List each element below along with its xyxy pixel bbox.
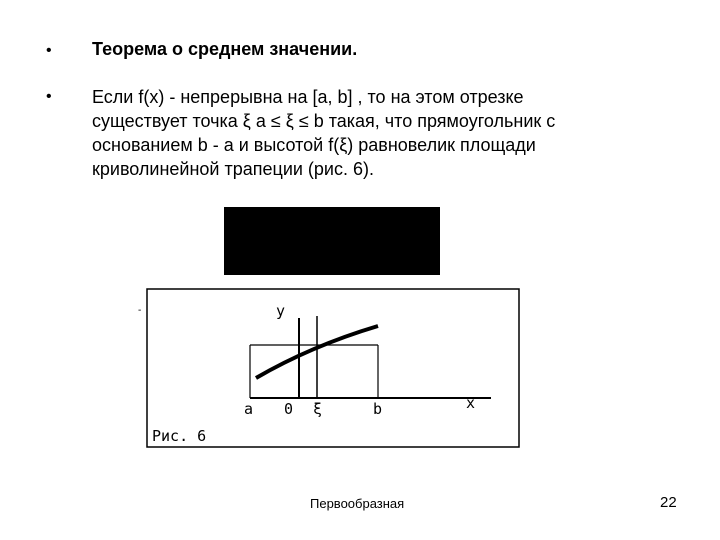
figure-mean-value	[146, 288, 520, 448]
bullet-1: •	[46, 42, 52, 59]
paragraph-line-1: Если f(x) - непрерывна на [a, b] , то на этом отрезке	[92, 87, 524, 107]
label-b: b	[373, 400, 383, 418]
footer-title: Первообразная	[310, 496, 405, 511]
bullet-2: •	[46, 88, 52, 105]
page-number: 22	[660, 494, 677, 511]
figure-caption: Рис. 6	[152, 427, 207, 445]
x-axis-label: x	[466, 394, 476, 412]
black-image-placeholder	[224, 207, 440, 275]
label-zero: 0	[284, 400, 294, 418]
slide-heading: Теорема о среднем значении.	[92, 39, 358, 59]
label-a: a	[244, 400, 254, 418]
paragraph-line-2: существует точка ξ a ≤ ξ ≤ b такая, что прямоугольник с	[92, 111, 556, 131]
theorem-paragraph	[92, 85, 652, 181]
label-xi: ξ	[313, 400, 323, 418]
stray-mark: -	[138, 305, 142, 316]
figure-frame	[147, 289, 519, 447]
y-axis-label: y	[276, 302, 286, 320]
paragraph-line-3: основанием b - a и высотой f(ξ) равновелик площади	[92, 135, 536, 155]
paragraph-line-4: криволинейной трапеции (рис. 6).	[92, 159, 374, 179]
